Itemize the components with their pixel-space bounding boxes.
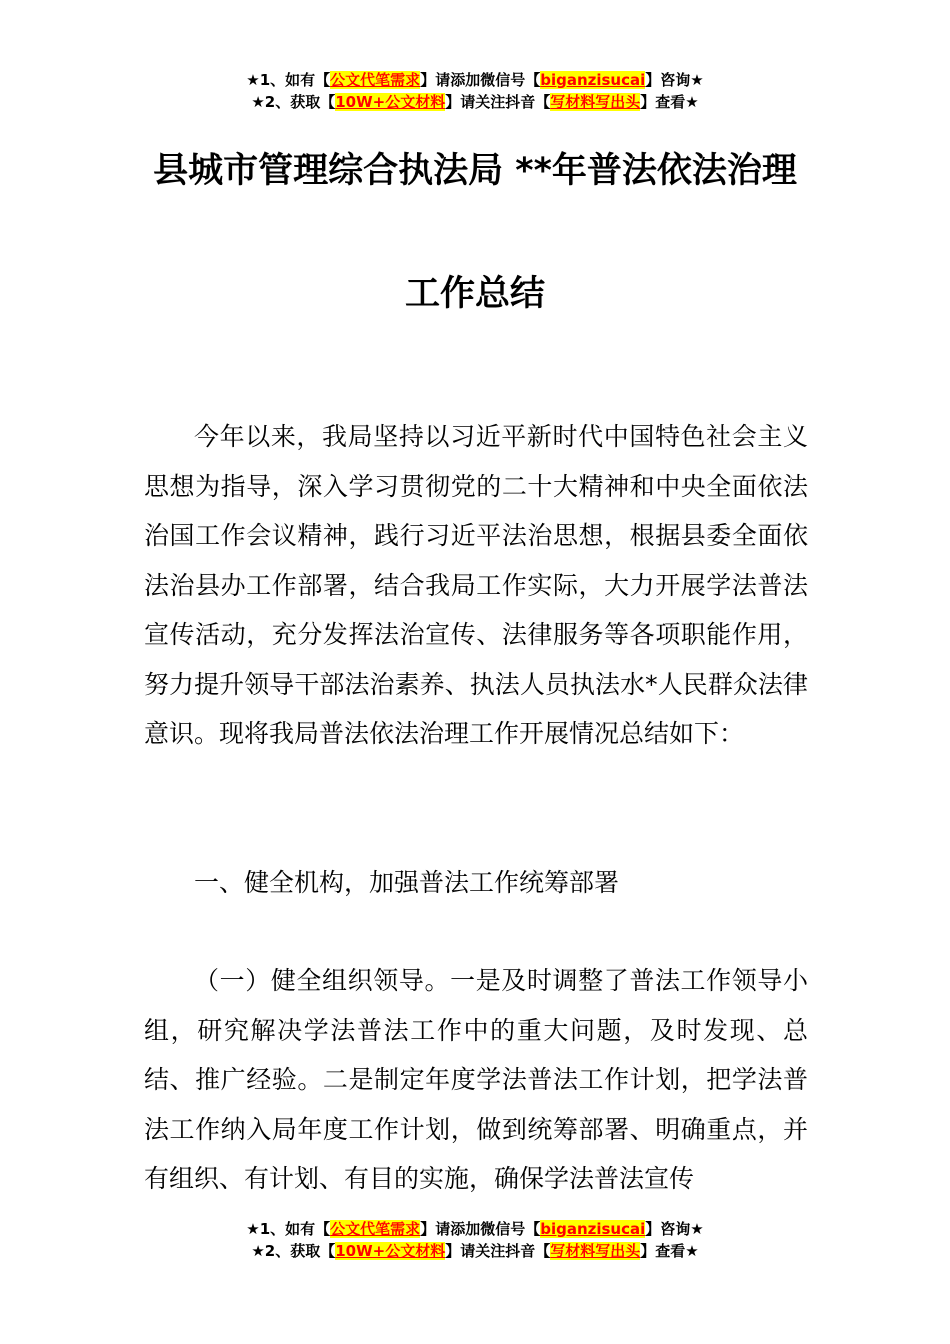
banner-highlight: 10W+公文材料 xyxy=(335,1242,446,1260)
intro-paragraph: 今年以来，我局坚持以习近平新时代中国特色社会主义思想为指导，深入学习贯彻党的二十大精神和中央全面依法治国工作会议精神，践行习近平法治思想，根据县委全面依法治县办工作部署，结合我局工作实际，大力开展学法普法宣传活动，充分发挥法治宣传、法律服务等各项职能作用，努力提升领导干部法治素养、执法人员执法水*人民群众法律意识。现将我局普法依法治理工作开展情况总结如下： xyxy=(144,422,808,748)
banner-text: 】请关注抖音【 xyxy=(445,93,551,111)
banner-text: 】请添加微信号【 xyxy=(420,71,541,89)
banner-text: 】查看★ xyxy=(640,1242,699,1260)
banner-line-1 xyxy=(0,1218,950,1240)
banner-highlight: 写材料写出头 xyxy=(550,1242,641,1260)
banner-text: ★2、获取【 xyxy=(251,93,336,111)
banner-highlight: 公文代笔需求 xyxy=(330,1220,421,1238)
banner-text: ★2、获取【 xyxy=(251,1242,336,1260)
banner-text: 】查看★ xyxy=(640,93,699,111)
banner-text: 】咨询★ xyxy=(645,71,704,89)
document-title-line-1: 县城市管理综合执法局 **年普法依法治理 xyxy=(153,151,797,191)
banner-line-2 xyxy=(0,1240,950,1262)
banner-highlight: biganzisucai xyxy=(540,1220,646,1238)
banner-highlight: 10W+公文材料 xyxy=(335,93,446,111)
section-paragraph: （一）健全组织领导。一是及时调整了普法工作领导小组，研究解决学法普法工作中的重大问题，及时发现、总结、推广经验。二是制定年度学法普法工作计划，把学法普法工作纳入局年度工作计划，做到统筹部署、明确重点，并有组织、有计划、有目的实施，确保学法普法宣传 xyxy=(144,966,808,1193)
banner-highlight: 公文代笔需求 xyxy=(330,71,421,89)
banner-text: 】请关注抖音【 xyxy=(445,1242,551,1260)
banner-highlight: biganzisucai xyxy=(540,71,646,89)
banner-text: 】咨询★ xyxy=(645,1220,704,1238)
footer-banner xyxy=(0,1218,950,1262)
banner-text: 】请添加微信号【 xyxy=(420,1220,541,1238)
banner-text: ★1、如有【 xyxy=(246,1220,331,1238)
document-title-line-2: 工作总结 xyxy=(404,274,545,314)
section-heading: 一、健全机构，加强普法工作统筹部署 xyxy=(194,868,620,897)
banner-line-2 xyxy=(0,91,950,113)
banner-text: ★1、如有【 xyxy=(246,71,331,89)
header-banner xyxy=(0,69,950,113)
banner-highlight: 写材料写出头 xyxy=(550,93,641,111)
banner-line-1 xyxy=(0,69,950,91)
